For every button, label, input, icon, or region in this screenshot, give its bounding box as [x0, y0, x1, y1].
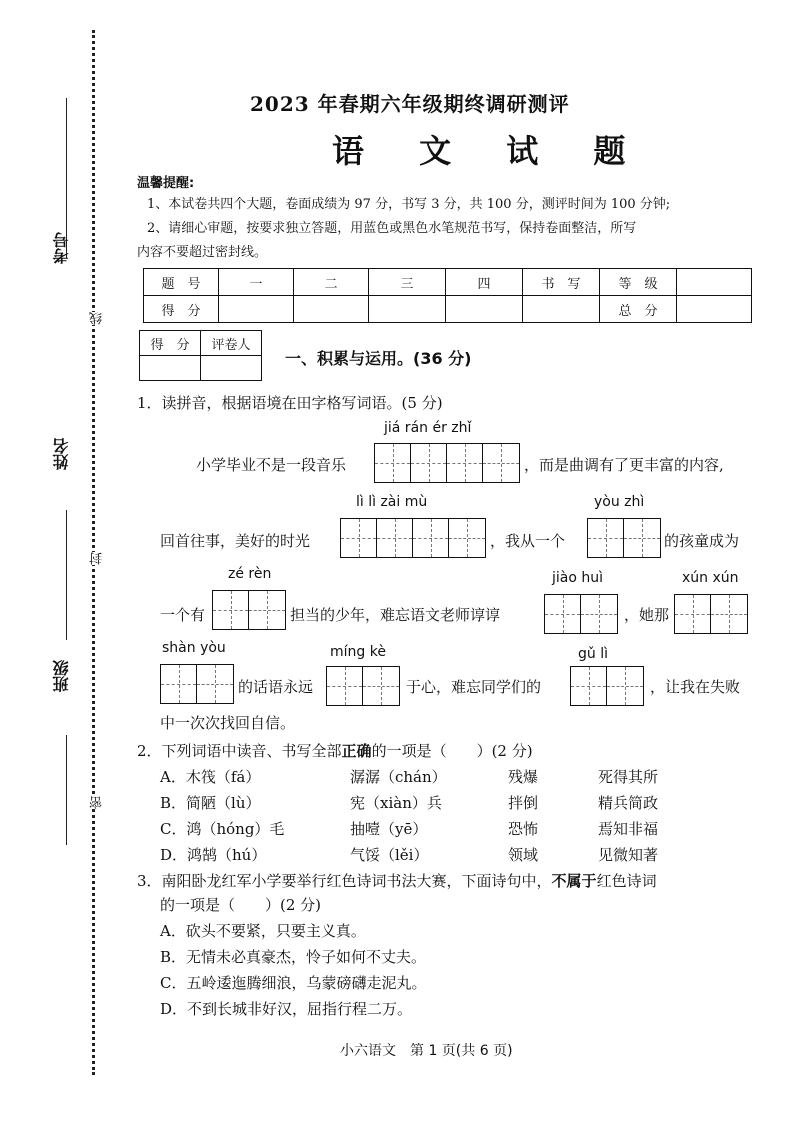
q2-option-term: 见微知著	[598, 846, 659, 864]
q1-text: 回首往事，美好的时光	[160, 532, 311, 550]
tianzige-box[interactable]	[326, 666, 400, 706]
grader-table	[139, 330, 262, 381]
q1-text: 中一次次找回自信。	[160, 714, 296, 732]
score-table-value-row	[144, 296, 752, 323]
q2-option-term: 拌倒	[508, 794, 539, 812]
tips-heading: 温馨提醒:	[137, 176, 195, 191]
grader-blank	[201, 356, 262, 381]
exam-title: 2023 年春期六年级期终调研测评	[250, 92, 570, 116]
pinyin: zé rèn	[228, 566, 272, 582]
score-cell: 一	[219, 269, 294, 296]
score-cell: 二	[294, 269, 369, 296]
q1-text: 小学毕业不是一段音乐	[196, 456, 347, 474]
tianzige-box[interactable]	[212, 590, 286, 630]
score-cell	[369, 296, 446, 323]
score-cell	[677, 269, 752, 296]
q3-stem: 3．南阳卧龙红军小学要举行红色诗词书法大赛，下面诗句中，不属于红色诗词	[137, 872, 657, 890]
seal-word: 封	[90, 552, 105, 565]
q3-option: D．不到长城非好汉，屈指行程二万。	[160, 1000, 413, 1018]
q1-text: 的孩童成为	[664, 532, 740, 550]
q1-text: ，而是曲调有了更丰富的内容,	[524, 456, 724, 474]
q2-option-label: D．鸿鹄（hú）	[160, 846, 267, 864]
score-cell: 四	[446, 269, 523, 296]
pinyin: lì lì zài mù	[356, 494, 428, 510]
q2-option-label: B．简陋（lù）	[160, 794, 261, 812]
q2-option-term: 死得其所	[598, 768, 659, 786]
score-cell	[677, 296, 752, 323]
tianzige-box[interactable]	[340, 518, 486, 558]
tianzige-box[interactable]	[160, 664, 234, 704]
pinyin: jiào huì	[552, 570, 604, 586]
q2-option-term: 潺潺（chán）	[350, 768, 447, 786]
pinyin: míng kè	[330, 644, 386, 660]
exam-no-label: 考号	[52, 232, 71, 264]
q2-option-term: 精兵简政	[598, 794, 659, 812]
line-word: 线	[90, 312, 105, 325]
q2-option-term: 宪（xiàn）兵	[350, 794, 442, 812]
tip-line-1: 1、本试卷共四个大题，卷面成绩为 97 分，书写 3 分，共 100 分，测评时间为 100 分钟;	[147, 197, 671, 212]
secret-word: 密	[90, 796, 105, 809]
q1-text: ，她那	[624, 606, 670, 624]
class-blank	[66, 510, 67, 640]
q1-text: 担当的少年，难忘语文老师谆谆	[290, 606, 501, 624]
tianzige-box[interactable]	[570, 666, 644, 706]
q3-option: A．砍头不要紧，只要主义真。	[160, 922, 366, 940]
pinyin: gǔ lì	[578, 646, 608, 662]
pinyin: xún xún	[682, 570, 739, 586]
score-cell	[523, 296, 600, 323]
tianzige-box[interactable]	[544, 594, 618, 634]
tip-line-2a: 2、请细心审题，按要求独立答题，用蓝色或黑色水笔规范书写，保持卷面整洁，所写	[147, 221, 637, 236]
q3-stem-line2: 的一项是（ ）(2 分)	[160, 896, 322, 914]
q2-stem: 2．下列词语中读音、书写全部正确的一项是（ ）(2 分)	[137, 742, 533, 760]
q1-text: 于心，难忘同学们的	[406, 678, 542, 696]
q2-option-term: 气馁（lěi）	[350, 846, 429, 864]
page-footer: 小六语文 第 1 页(共 6 页)	[340, 1043, 513, 1059]
q1-text: ，我从一个	[490, 532, 566, 550]
subject-title: 语 文 试 题	[332, 132, 648, 170]
class-label: 班级	[52, 660, 71, 692]
q1-text: ，让我在失败	[650, 678, 741, 696]
q2-option-term: 抽噎（yē）	[350, 820, 428, 838]
pinyin: shàn yòu	[162, 640, 226, 656]
q3-option: B．无情未必真豪杰，怜子如何不丈夫。	[160, 948, 427, 966]
q2-option-term: 领域	[508, 846, 539, 864]
score-cell: 总 分	[600, 296, 677, 323]
section-title: 一、积累与运用。(36 分)	[285, 349, 472, 368]
score-cell	[446, 296, 523, 323]
score-cell: 得 分	[144, 296, 219, 323]
score-cell: 题 号	[144, 269, 219, 296]
q1-text: 一个有	[160, 606, 206, 624]
tianzige-box[interactable]	[674, 594, 748, 634]
score-cell	[294, 296, 369, 323]
score-cell: 三	[369, 269, 446, 296]
tianzige-box[interactable]	[587, 518, 661, 558]
grader-score-label: 得 分	[140, 331, 201, 356]
grader-label: 评卷人	[201, 331, 262, 356]
score-table-header-row	[144, 269, 752, 296]
secret-blank	[66, 735, 67, 845]
tip-line-2b: 内容不要超过密封线。	[137, 245, 268, 260]
q2-option-term: 恐怖	[508, 820, 539, 838]
tianzige-box[interactable]	[374, 443, 520, 483]
name-label: 姓名	[52, 438, 71, 470]
q2-option-term: 焉知非福	[598, 820, 659, 838]
q1-text: 的话语永远	[238, 678, 314, 696]
q1-stem: 1．读拼音，根据语境在田字格写词语。(5 分)	[137, 394, 443, 412]
q2-option-term: 残爆	[508, 768, 539, 786]
score-cell: 等 级	[600, 269, 677, 296]
q2-option-label: A．木筏（fá）	[160, 768, 261, 786]
pinyin: jiá rán ér zhǐ	[384, 420, 472, 436]
score-table	[143, 268, 752, 323]
grader-score-blank	[140, 356, 201, 381]
score-cell: 书 写	[523, 269, 600, 296]
pinyin: yòu zhì	[594, 494, 645, 510]
q2-option-label: C．鸿（hóng）毛	[160, 820, 285, 838]
q3-option: C．五岭逶迤腾细浪，乌蒙磅礴走泥丸。	[160, 974, 427, 992]
score-cell	[219, 296, 294, 323]
